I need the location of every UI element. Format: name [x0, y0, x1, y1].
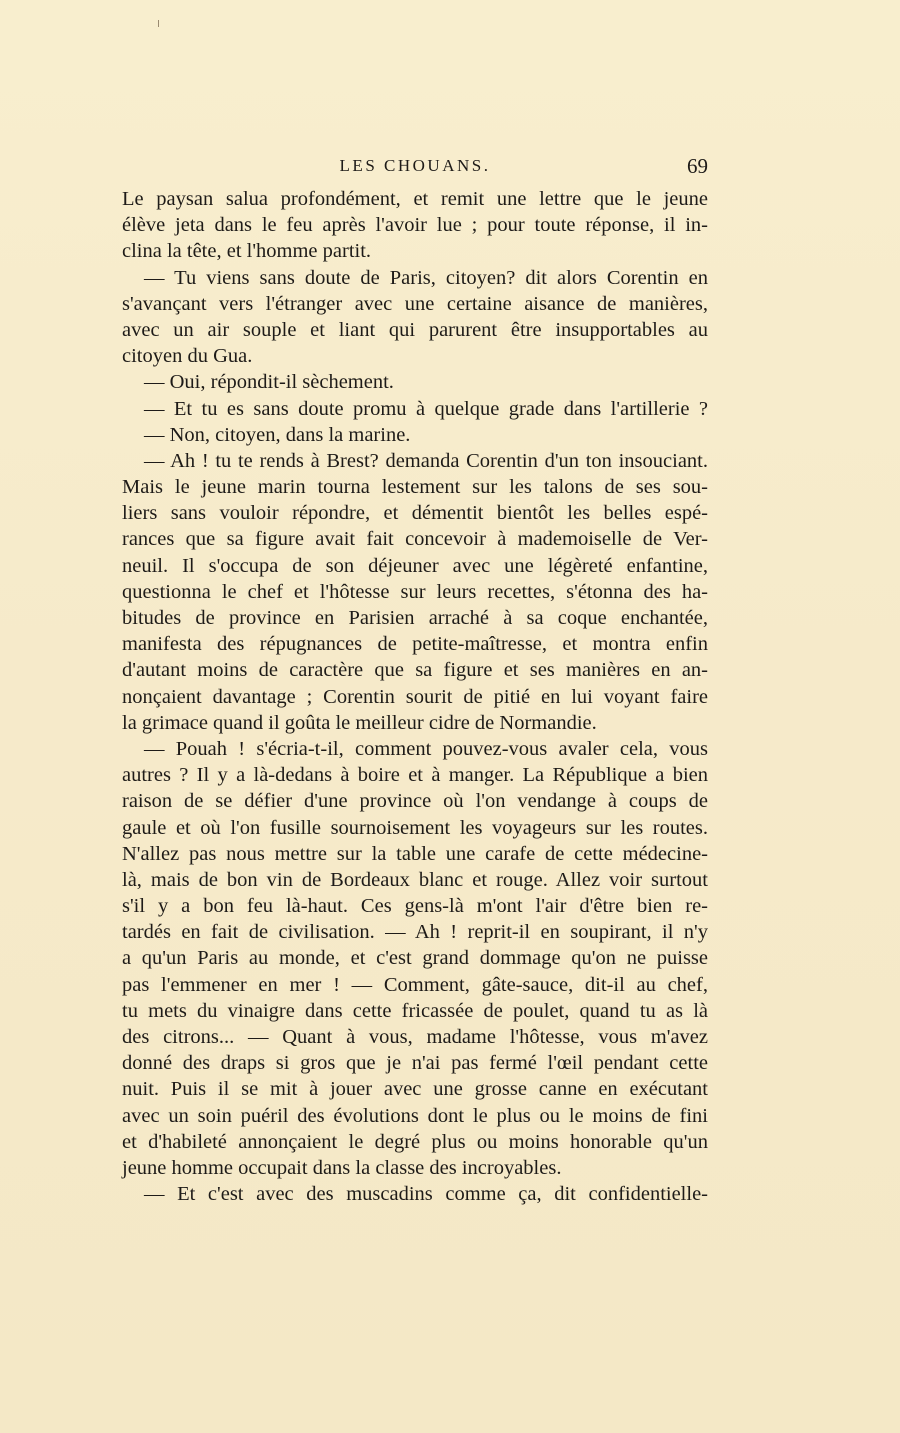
running-header	[122, 152, 708, 182]
text-line: d'autant moins de caractère que sa figure et ses manières en an-	[122, 659, 708, 682]
text-line: autres ? Il y a là-dedans à boire et à manger. La République a bien	[122, 764, 708, 787]
text-line: donné des draps si gros que je n'ai pas fermé l'œil pendant cette	[122, 1052, 708, 1075]
text-line: clina la tête, et l'homme partit.	[122, 240, 372, 263]
text-line: N'allez pas nous mettre sur la table une carafe de cette médecine-	[122, 842, 708, 865]
text-line: nuit. Puis il se mit à jouer avec une grosse canne en exécutant	[122, 1078, 708, 1101]
text-line: — Ah ! tu te rends à Brest? demanda Corentin d'un ton insouciant.	[144, 449, 708, 472]
page-number: 69	[687, 154, 708, 178]
text-line: — Tu viens sans doute de Paris, citoyen? dit alors Corentin en	[144, 266, 708, 289]
text-line: pas l'emmener en mer ! — Comment, gâte-sauce, dit-il au chef,	[122, 973, 708, 996]
text-line: citoyen du Gua.	[122, 345, 253, 368]
text-line: nonçaient davantage ; Corentin sourit de pitié en lui voyant faire	[122, 685, 708, 708]
text-line: là, mais de bon vin de Bordeaux blanc et rouge. Allez voir surtout	[122, 868, 708, 891]
text-line: — Pouah ! s'écria-t-il, comment pouvez-vous avaler cela, vous	[144, 737, 708, 760]
text-line: raison de se défier d'une province où l'on vendange à coups de	[122, 790, 708, 813]
text-line: avec un soin puéril des évolutions dont le plus ou le moins de fini	[122, 1104, 708, 1127]
text-line: — Et c'est avec des muscadins comme ça, dit confidentielle-	[144, 1183, 708, 1206]
body-text	[122, 186, 708, 1207]
text-line: manifesta des répugnances de petite-maîtresse, et montra enfin	[122, 633, 708, 656]
text-line: s'il y a bon feu là-haut. Ces gens-là m'ont l'air d'être bien re-	[122, 895, 708, 918]
text-line: gaule et où l'on fusille sournoisement les voyageurs sur les routes.	[122, 816, 708, 839]
text-line: rances que sa figure avait fait concevoir à mademoiselle de Ver-	[122, 528, 708, 551]
text-line: avec un air souple et liant qui parurent être insupportables au	[122, 318, 708, 341]
text-line: tu mets du vinaigre dans cette fricassée de poulet, quand tu as là	[122, 999, 708, 1022]
text-line: des citrons... — Quant à vous, madame l'hôtesse, vous m'avez	[122, 1026, 708, 1048]
text-line: jeune homme occupait dans la classe des incroyables.	[122, 1156, 562, 1179]
text-line: Le paysan salua profondément, et remit une lettre que le jeune	[122, 188, 708, 210]
text-line: s'avançant vers l'étranger avec une certaine aisance de manières,	[122, 292, 708, 315]
text-line: la grimace quand il goûta le meilleur cidre de Normandie.	[122, 711, 597, 734]
text-line: questionna le chef et l'hôtesse sur leurs recettes, s'étonna des ha-	[122, 580, 708, 603]
text-line: Mais le jeune marin tourna lestement sur les talons de ses sou-	[122, 476, 708, 499]
text-line: — Oui, répondit-il sèchement.	[144, 371, 394, 394]
running-title: LES CHOUANS.	[339, 156, 491, 175]
text-line: bitudes de province en Parisien arraché à sa coque enchantée,	[122, 607, 708, 629]
text-line: — Non, citoyen, dans la marine.	[144, 423, 411, 446]
text-line: tardés en fait de civilisation. — Ah ! reprit-il en soupirant, il n'y	[122, 921, 708, 944]
text-line: liers sans vouloir répondre, et démentit bientôt les belles espé-	[122, 502, 708, 525]
paper-speck	[158, 20, 159, 27]
text-line: a qu'un Paris au monde, et c'est grand dommage qu'on ne puisse	[122, 947, 708, 970]
text-line: et d'habileté annonçaient le degré plus ou moins honorable qu'un	[122, 1130, 708, 1153]
text-line: élève jeta dans le feu après l'avoir lue ; pour toute réponse, il in-	[122, 214, 708, 237]
text-line: — Et tu es sans doute promu à quelque grade dans l'artillerie ?	[144, 397, 708, 420]
text-line: neuil. Il s'occupa de son déjeuner avec une légèreté enfantine,	[122, 554, 708, 577]
